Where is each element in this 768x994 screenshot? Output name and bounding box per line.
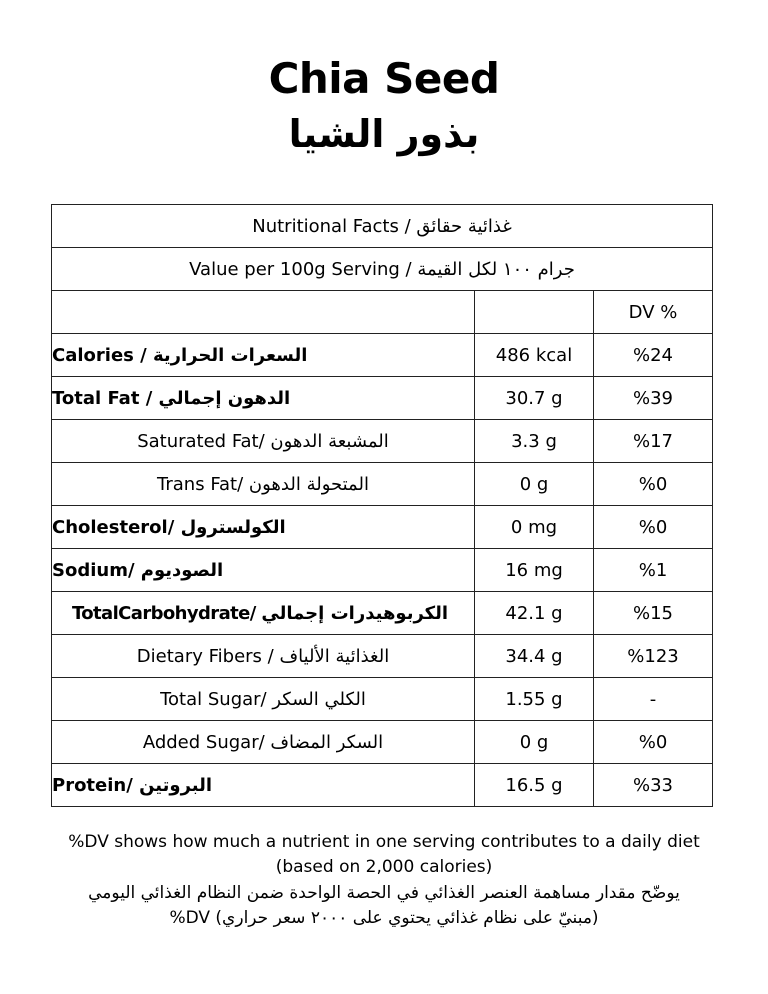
nutrient-label: Cholesterol/ الكولسترول: [52, 506, 475, 549]
table-row: [52, 678, 713, 721]
nutrient-dv: %33: [594, 764, 713, 807]
nutrient-value: 1.55 g: [475, 678, 594, 721]
footnote-en-line2: (based on 2,000 calories): [275, 857, 493, 877]
nutrient-label: Added Sugar/ السكر المضاف: [52, 721, 475, 764]
nutrient-dv: %17: [594, 420, 713, 463]
nutrient-dv: %15: [594, 592, 713, 635]
nutrient-label: Saturated Fat/ المشبعة الدهون: [52, 420, 475, 463]
serving-row: [52, 248, 713, 291]
nutrient-value: 42.1 g: [475, 592, 594, 635]
table-row: [52, 463, 713, 506]
table-row: [52, 592, 713, 635]
table-row: [52, 721, 713, 764]
nutrient-dv: %24: [594, 334, 713, 377]
nutrient-dv: %123: [594, 635, 713, 678]
nutrient-dv: %0: [594, 506, 713, 549]
nutrient-label: Protein/ البروتين: [52, 764, 475, 807]
footnote-ar-line2: (مبنيّ على نظام غذائي يحتوي على ٢٠٠٠ سعر حراري) DV%: [169, 908, 599, 928]
nutrient-value: 16.5 g: [475, 764, 594, 807]
nutrient-value: 0 mg: [475, 506, 594, 549]
nutrient-value: 16 mg: [475, 549, 594, 592]
nutrient-value: 3.3 g: [475, 420, 594, 463]
column-header-value-empty: [475, 291, 594, 334]
table-row: [52, 549, 713, 592]
footnote-en-line1: %DV shows how much a nutrient in one serving contributes to a daily diet: [68, 832, 700, 852]
nutrient-label: Total Sugar/ الكلي السكر: [52, 678, 475, 721]
table-header: Nutritional Facts / غذائية حقائق: [52, 205, 713, 248]
nutrient-label: Trans Fat/ المتحولة الدهون: [52, 463, 475, 506]
nutrient-dv: %39: [594, 377, 713, 420]
nutrient-value: 0 g: [475, 721, 594, 764]
column-header-empty: [52, 291, 475, 334]
table-row: [52, 635, 713, 678]
table-row: [52, 506, 713, 549]
nutrient-dv: %1: [594, 549, 713, 592]
nutrition-facts-table: [51, 204, 713, 807]
table-row: [52, 764, 713, 807]
nutrient-label: Total Fat / الدهون إجمالي: [52, 377, 475, 420]
nutrient-dv: -: [594, 678, 713, 721]
nutrient-label: Calories / السعرات الحرارية: [52, 334, 475, 377]
nutrient-dv: %0: [594, 463, 713, 506]
product-title-ar: بذور الشيا: [288, 112, 480, 156]
nutrient-value: 486 kcal: [475, 334, 594, 377]
dv-column-header: DV %: [594, 291, 713, 334]
column-header-row: [52, 291, 713, 334]
serving-size: Value per 100g Serving / جرام ١٠٠ لكل القيمة: [52, 248, 713, 291]
nutrient-dv: %0: [594, 721, 713, 764]
nutrient-label: Dietary Fibers / الغذائية الألياف: [52, 635, 475, 678]
product-title-en: Chia Seed: [268, 54, 500, 103]
table-row: [52, 420, 713, 463]
nutrient-label: Sodium/ الصوديوم: [52, 549, 475, 592]
table-row: [52, 334, 713, 377]
nutrient-label: TotalCarbohydrate/ الكربوهيدرات إجمالي: [52, 592, 475, 635]
nutrient-value: 30.7 g: [475, 377, 594, 420]
footnote-ar-line1: يوضّح مقدار مساهمة العنصر الغذائي في الحصة الواحدة ضمن النظام الغذائي اليومي: [88, 883, 680, 903]
nutrient-value: 0 g: [475, 463, 594, 506]
table-row: [52, 377, 713, 420]
table-header-row: [52, 205, 713, 248]
nutrient-value: 34.4 g: [475, 635, 594, 678]
